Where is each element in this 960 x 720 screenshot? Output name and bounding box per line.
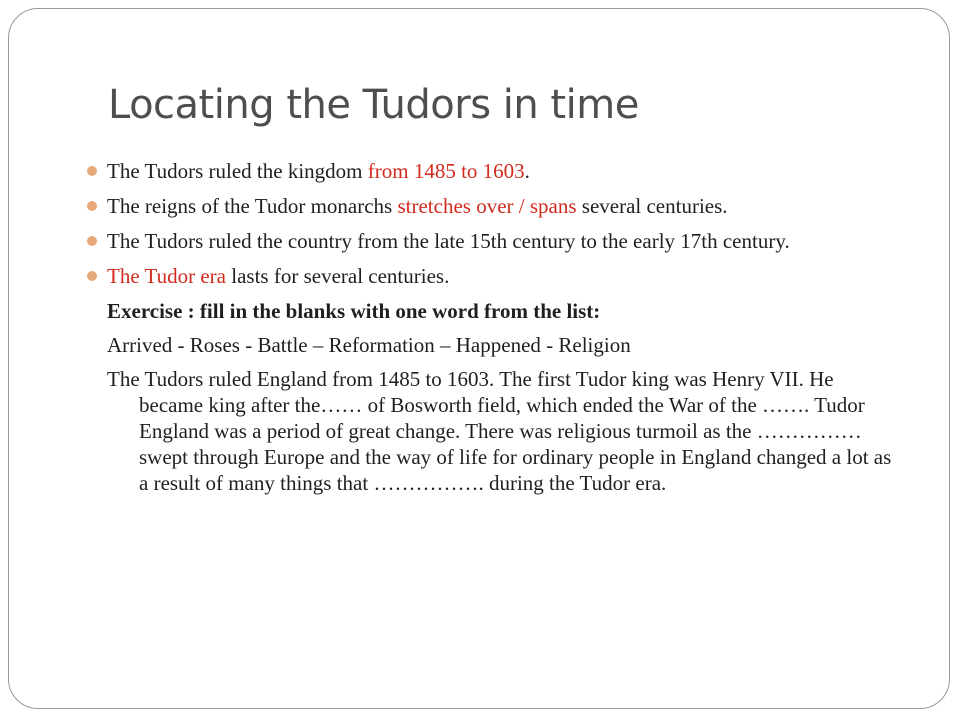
bullet-item [107, 263, 897, 289]
bullet-highlight: The Tudor era [107, 264, 226, 288]
bullet-text-end: lasts for several centuries. [226, 264, 450, 288]
bullet-text: The Tudors ruled the kingdom [107, 159, 368, 183]
bullet-dot-icon [87, 271, 97, 281]
bullet-text: The reigns of the Tudor monarchs [107, 194, 398, 218]
bullet-text-end: . [524, 159, 530, 183]
bullet-highlight: stretches over / spans [397, 194, 577, 218]
bullet-dot-icon [87, 201, 97, 211]
bullet-list [107, 158, 897, 289]
bullet-dot-icon [87, 166, 97, 176]
bullet-text-end: several centuries. [576, 194, 728, 218]
slide-title: Locating the Tudors in time [108, 82, 639, 128]
exercise-heading: Exercise : fill in the blanks with one word from the list: [107, 299, 601, 323]
exercise-paragraph: The Tudors ruled England from 1485 to 1603. The first Tudor king was Henry VII. He became king after the…… of Bosworth field, which ended the War of the ……. Tudor England was a period of great change. There was religious turmoil as the ……………swept through Europe and the way of life for ordinary people in England changed a lot as a result of many things that ……………. during the Tudor era. [107, 367, 892, 495]
bullet-item [107, 193, 897, 219]
word-list: Arrived - Roses - Battle – Reformation – Happened - Religion [107, 333, 631, 357]
bullet-item [107, 158, 897, 184]
bullet-item [107, 228, 897, 254]
slide-content [107, 158, 897, 504]
bullet-highlight: from 1485 to 1603 [367, 159, 525, 183]
bullet-dot-icon [87, 236, 97, 246]
bullet-text: The Tudors ruled the country from the late 15th century to the early 17th century. [107, 229, 790, 253]
